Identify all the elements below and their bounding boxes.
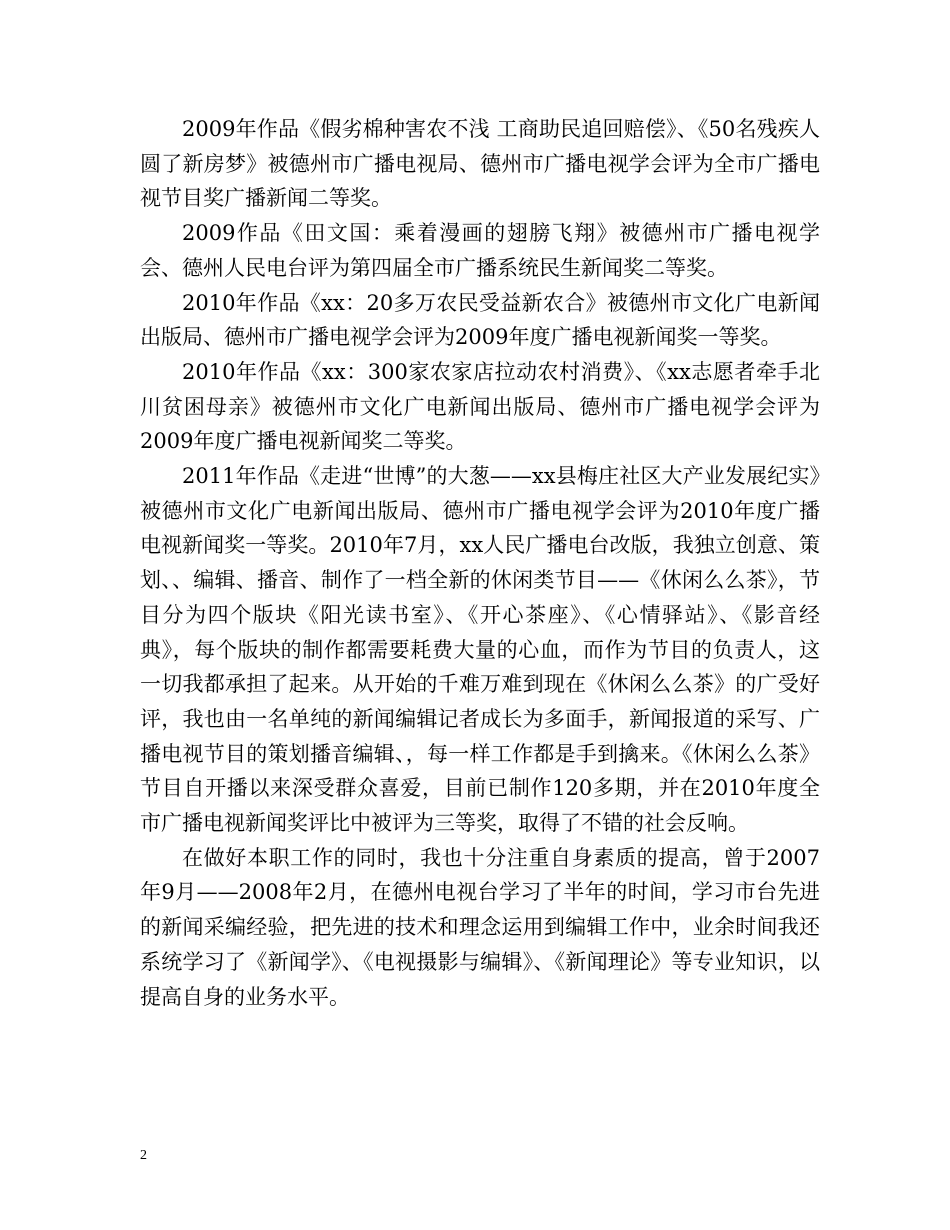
page-number: 2 (140, 1148, 147, 1163)
paragraph-award-2011-program: 2011年作品《走进“世博”的大葱——xx县梅庄社区大产业发展纪实》被德州市文化广电新闻出版局、德州市广播电视学会评为2010年度广播电视新闻奖一等奖。2010年7月，xx人民广播电台改版，我独立创意、策划、、编辑、播音、制作了一档全新的休闲类节目——《休闲么么茶》，节目分为四个版块《阳光读书室》、《开心茶座》、《心情驿站》、《影音经典》，每个版块的制作都需要耗费大量的心血，而作为节目的负责人，这一切我都承担了起来。从开始的千难万难到现在《休闲么么茶》的广受好评，我也由一名单纯的新闻编辑记者成长为多面手，新闻报道的采写、广播电视节目的策划播音编辑、，每一样工作都是手到擒来。《休闲么么茶》节目自开播以来深受群众喜爱，目前已制作120多期，并在2010年度全市广播电视新闻奖评比中被评为三等奖，取得了不错的社会反响。 (140, 464, 820, 836)
paragraph-award-2009-tianwenguo: 2009作品《田文国：乘着漫画的翅膀飞翔》被德州市广播电视学会、德州人民电台评为第四届全市广播系统民生新闻奖二等奖。 (140, 221, 820, 280)
paragraph-self-improvement: 在做好本职工作的同时，我也十分注重自身素质的提高，曾于2007年9月——2008年2月，在德州电视台学习了半年的时间，学习市台先进的新闻采编经验，把先进的技术和理念运用到编辑工作中，业余时间我还系统学习了《新闻学》、《电视摄影与编辑》、《新闻理论》等专业知识，以提高自身的业务水平。 (140, 845, 820, 1009)
paragraph-award-2010-stores: 2010年作品《xx：300家农家店拉动农村消费》、《xx志愿者牵手北川贫困母亲》被德州市文化广电新闻出版局、德州市广播电视学会评为2009年度广播电视新闻奖二等奖。 (140, 359, 820, 454)
document-body (140, 112, 820, 1014)
paragraph-award-2010-medical: 2010年作品《xx：20多万农民受益新农合》被德州市文化广电新闻出版局、德州市广播电视学会评为2009年度广播电视新闻奖一等奖。 (140, 290, 820, 350)
paragraph-awards-2009-cotton: 2009年作品《假劣棉种害农不浅 工商助民追回赔偿》、《50名残疾人 圆了新房梦》被德州市广播电视局、德州市广播电视学会评为全市广播电视节目奖广播新闻二等奖。 (140, 117, 820, 211)
